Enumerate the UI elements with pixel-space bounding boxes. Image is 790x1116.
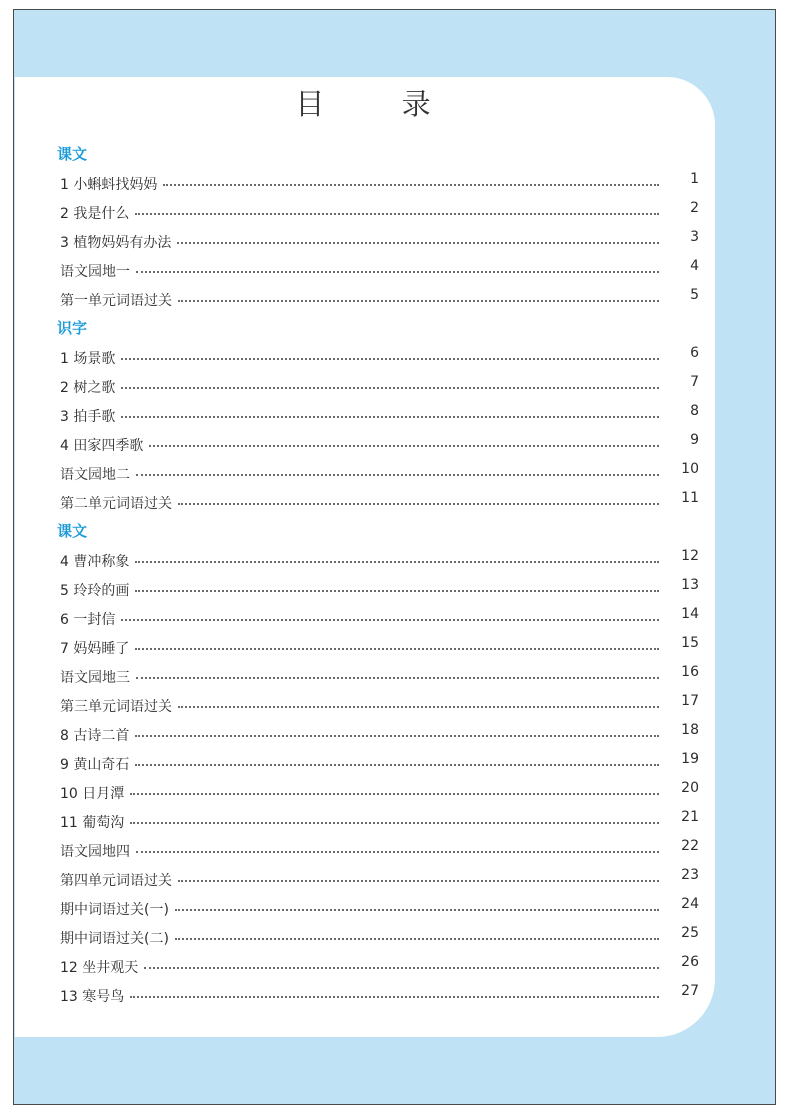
- toc-entry-page-number: 1: [690, 170, 699, 187]
- toc-entry[interactable]: [57, 836, 701, 865]
- toc-entry-title: 11 葡萄沟: [60, 814, 125, 831]
- section-heading: 课文: [57, 145, 88, 163]
- toc-entry-page-number: 18: [681, 721, 699, 738]
- toc-entry-title: 第三单元词语过关: [60, 698, 172, 715]
- dot-leader: [135, 735, 659, 737]
- toc-entry-title: 8 古诗二首: [60, 727, 130, 744]
- toc-entry-page-number: 23: [681, 866, 699, 883]
- toc-entry-page-number: 12: [681, 547, 699, 564]
- toc-entry[interactable]: [57, 256, 701, 285]
- toc-entry[interactable]: [57, 952, 701, 981]
- toc-entry-title: 1 小蝌蚪找妈妈: [60, 176, 158, 193]
- dot-leader: [136, 677, 659, 679]
- dot-leader: [130, 996, 659, 998]
- section-heading: 课文: [57, 522, 88, 540]
- toc-entry-title: 第四单元词语过关: [60, 872, 172, 889]
- dot-leader: [136, 851, 659, 853]
- toc-entry-title: 10 日月潭: [60, 785, 125, 802]
- toc-entry[interactable]: [57, 691, 701, 720]
- toc-entry-page-number: 13: [681, 576, 699, 593]
- toc-entry-page-number: 20: [681, 779, 699, 796]
- toc-entry[interactable]: [57, 633, 701, 662]
- toc-entry-page-number: 7: [690, 373, 699, 390]
- toc-entry[interactable]: [57, 285, 701, 314]
- toc-entry-page-number: 19: [681, 750, 699, 767]
- toc-entry[interactable]: [57, 575, 701, 604]
- toc-entry-title: 1 场景歌: [60, 350, 116, 367]
- dot-leader: [121, 619, 659, 621]
- dot-leader: [178, 300, 659, 302]
- toc-entry[interactable]: [57, 923, 701, 952]
- toc-entry-page-number: 4: [690, 257, 699, 274]
- toc-entry-title: 6 一封信: [60, 611, 116, 628]
- toc-entry-title: 3 植物妈妈有办法: [60, 234, 172, 251]
- toc-entry-title: 7 妈妈睡了: [60, 640, 130, 657]
- dot-leader: [135, 561, 659, 563]
- toc-entry-page-number: 27: [681, 982, 699, 999]
- toc-entry[interactable]: [57, 981, 701, 1010]
- dot-leader: [121, 387, 659, 389]
- toc-entry[interactable]: [57, 227, 701, 256]
- dot-leader: [135, 764, 659, 766]
- toc-entry-page-number: 24: [681, 895, 699, 912]
- toc-entry[interactable]: [57, 778, 701, 807]
- toc-entry-title: 3 拍手歌: [60, 408, 116, 425]
- toc-entry[interactable]: [57, 662, 701, 691]
- toc-entry-page-number: 16: [681, 663, 699, 680]
- toc-entry[interactable]: [57, 865, 701, 894]
- toc-entry-title: 语文园地四: [60, 843, 130, 860]
- toc-entry-title: 13 寒号鸟: [60, 988, 125, 1005]
- dot-leader: [178, 880, 659, 882]
- dot-leader: [135, 213, 659, 215]
- toc-entry-page-number: 25: [681, 924, 699, 941]
- section-heading: 识字: [57, 319, 88, 337]
- toc-entry-page-number: 11: [681, 489, 699, 506]
- dot-leader: [135, 648, 659, 650]
- toc-entry[interactable]: [57, 604, 701, 633]
- toc-entry-page-number: 2: [690, 199, 699, 216]
- dot-leader: [121, 416, 659, 418]
- toc-entry-title: 第二单元词语过关: [60, 495, 172, 512]
- toc-entry[interactable]: [57, 198, 701, 227]
- dot-leader: [135, 590, 659, 592]
- dot-leader: [130, 822, 659, 824]
- dot-leader: [149, 445, 659, 447]
- dot-leader: [175, 938, 659, 940]
- toc-entry-page-number: 3: [690, 228, 699, 245]
- toc-entry-title: 5 玲玲的画: [60, 582, 130, 599]
- dot-leader: [136, 474, 659, 476]
- toc-entry-title: 期中词语过关(二): [60, 930, 169, 947]
- toc-entry-page-number: 5: [690, 286, 699, 303]
- toc-entry-title: 12 坐井观天: [60, 959, 139, 976]
- toc-entry-page-number: 15: [681, 634, 699, 651]
- dot-leader: [121, 358, 659, 360]
- toc-entry[interactable]: [57, 894, 701, 923]
- toc-entry-page-number: 8: [690, 402, 699, 419]
- toc-entry[interactable]: [57, 720, 701, 749]
- toc-entry-page-number: 6: [690, 344, 699, 361]
- toc-entry-title: 语文园地三: [60, 669, 130, 686]
- toc-entry[interactable]: [57, 401, 701, 430]
- toc-entry-title: 2 树之歌: [60, 379, 116, 396]
- toc-entry-title: 语文园地二: [60, 466, 130, 483]
- page-title: 目 录: [295, 87, 465, 121]
- toc-entry-title: 9 黄山奇石: [60, 756, 130, 773]
- toc-entry[interactable]: [57, 459, 701, 488]
- toc-entry[interactable]: [57, 749, 701, 778]
- dot-leader: [163, 184, 659, 186]
- dot-leader: [177, 242, 659, 244]
- toc-entry-page-number: 22: [681, 837, 699, 854]
- toc-entry-title: 2 我是什么: [60, 205, 130, 222]
- toc-entry-title: 语文园地一: [60, 263, 130, 280]
- toc-entry[interactable]: [57, 169, 701, 198]
- toc-entry[interactable]: [57, 488, 701, 517]
- toc-entry[interactable]: [57, 546, 701, 575]
- dot-leader: [144, 967, 659, 969]
- toc-entry-page-number: 21: [681, 808, 699, 825]
- dot-leader: [178, 503, 659, 505]
- toc-entry-page-number: 14: [681, 605, 699, 622]
- toc-entry-title: 第一单元词语过关: [60, 292, 172, 309]
- toc-entry-page-number: 9: [690, 431, 699, 448]
- toc-entry[interactable]: [57, 807, 701, 836]
- toc-entry-page-number: 17: [681, 692, 699, 709]
- toc-entry[interactable]: [57, 343, 701, 372]
- dot-leader: [130, 793, 659, 795]
- toc-entry[interactable]: [57, 372, 701, 401]
- toc-entry-page-number: 26: [681, 953, 699, 970]
- table-of-contents: [57, 140, 701, 1010]
- toc-entry[interactable]: [57, 430, 701, 459]
- toc-entry-title: 期中词语过关(一): [60, 901, 169, 918]
- toc-entry-title: 4 田家四季歌: [60, 437, 144, 454]
- dot-leader: [175, 909, 659, 911]
- toc-entry-page-number: 10: [681, 460, 699, 477]
- toc-entry-title: 4 曹冲称象: [60, 553, 130, 570]
- dot-leader: [136, 271, 659, 273]
- dot-leader: [178, 706, 659, 708]
